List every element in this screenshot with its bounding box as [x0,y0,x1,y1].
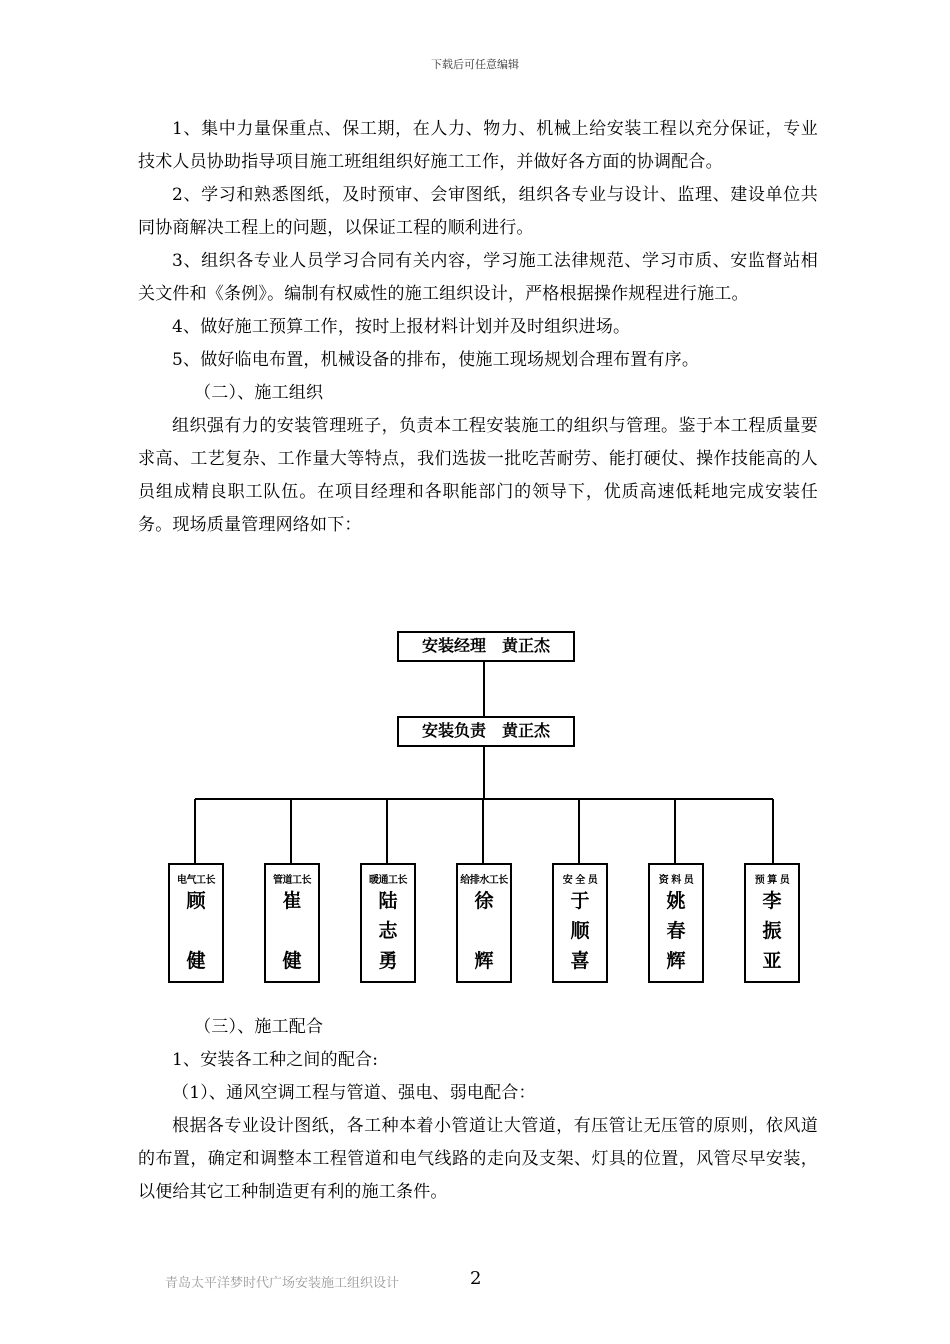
paragraph-3: 3、组织各专业人员学习合同有关内容，学习施工法律规范、学习市质、安监督站相关文件和《条例》。编制有权威性的施工组织设计，严格根据操作规程进行施工。 [138,251,818,304]
paragraph-2: 2、学习和熟悉图纸，及时预审、会审图纸，组织各专业与设计、监理、建设单位共同协商解决工程上的问题，以保证工程的顺利进行。 [138,185,818,238]
paragraph-coordination: 根据各专业设计图纸，各工种本着小管道让大管道，有压管让无压管的原则，依风道的布置，确定和调整本工程管道和电气线路的走向及支架、灯具的位置，风管尽早安装，以便给其它工种制造更有利的施工条件。 [138,1116,818,1202]
subheading-1-1: （1）、通风空调工程与管道、强电、弱电配合： [172,1083,536,1103]
org-member-documents: 资 料 员 姚 春 辉 [648,863,704,983]
org-responsible-box: 安装负责 黄正杰 [397,716,575,747]
org-member-plumbing: 给排水工长 徐 辉 [456,863,512,983]
page-header: 下载后可任意编辑 [431,58,519,71]
body-text-top [138,113,818,542]
paragraph-1: 1、集中力量保重点、保工期，在人力、物力、机械上给安装工程以充分保证，专业技术人员协助指导项目施工班组组织好施工工作，并做好各方面的协调配合。 [138,119,818,172]
org-member-budget: 预 算 员 李 振 亚 [744,863,800,983]
body-text-bottom [138,1011,818,1209]
footer-title: 青岛太平洋梦时代广场安装施工组织设计 [165,1276,400,1291]
subheading-1: 1、安装各工种之间的配合: [172,1050,379,1070]
section-heading-3: （三）、施工配合 [194,1017,324,1037]
org-member-hvac: 暖通工长 陆 志 勇 [360,863,416,983]
section-heading-2: （二）、施工组织 [194,383,324,403]
paragraph-org: 组织强有力的安装管理班子，负责本工程安装施工的组织与管理。鉴于本工程质量要求高、工艺复杂、工作量大等特点，我们选拔一批吃苦耐劳、能打硬仗、操作技能高的人员组成精良职工队伍。在项目经理和各职能部门的领导下，优质高速低耗地完成安装任务。现场质量管理网络如下： [138,416,818,535]
paragraph-4: 4、做好施工预算工作，按时上报材料计划并及时组织进场。 [172,317,631,337]
org-manager-box: 安装经理 黄正杰 [397,631,575,662]
org-member-electrical: 电气工长 顾 健 [168,863,224,983]
paragraph-5: 5、做好临电布置，机械设备的排布，使施工现场规划合理布置有序。 [172,350,700,370]
org-member-pipeline: 管道工长 崔 健 [264,863,320,983]
page-number: 2 [470,1268,482,1289]
org-member-safety: 安 全 员 于 顺 喜 [552,863,608,983]
